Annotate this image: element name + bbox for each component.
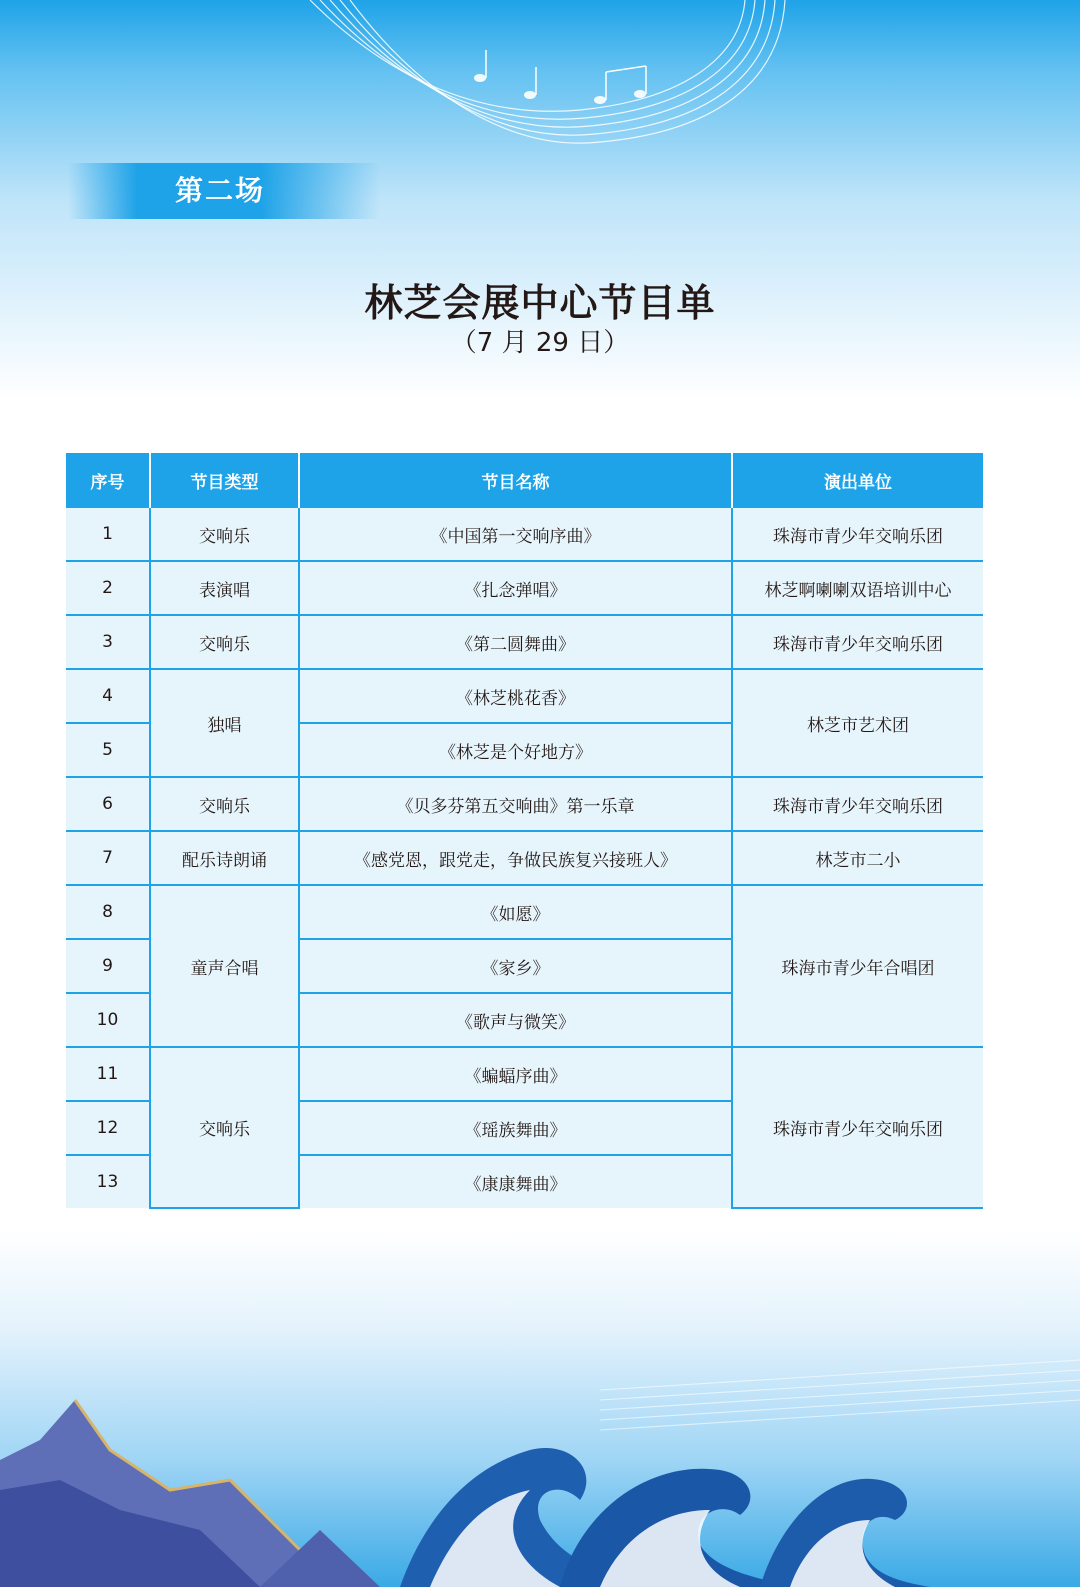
row-name: 《贝多芬第五交响曲》第一乐章	[299, 777, 732, 831]
row-type: 表演唱	[150, 561, 299, 615]
row-type: 独唱	[150, 669, 299, 777]
row-type: 童声合唱	[150, 885, 299, 1047]
row-unit: 珠海市青少年合唱团	[732, 885, 983, 1047]
section-banner	[68, 163, 380, 219]
table-row	[66, 1047, 983, 1101]
row-no: 1	[66, 508, 150, 561]
program-table	[66, 453, 983, 1209]
row-name: 《如愿》	[299, 885, 732, 939]
row-unit: 珠海市青少年交响乐团	[732, 777, 983, 831]
mountain-wave-decoration	[0, 1330, 1080, 1587]
table-header-row	[66, 453, 983, 508]
table-row	[66, 508, 983, 561]
row-name: 《中国第一交响序曲》	[299, 508, 732, 561]
row-no: 9	[66, 939, 150, 993]
row-no: 6	[66, 777, 150, 831]
row-type: 配乐诗朗诵	[150, 831, 299, 885]
row-unit: 林芝市二小	[732, 831, 983, 885]
row-name: 《蝙蝠序曲》	[299, 1047, 732, 1101]
table-row	[66, 669, 983, 723]
row-name: 《家乡》	[299, 939, 732, 993]
row-no: 2	[66, 561, 150, 615]
row-name: 《林芝是个好地方》	[299, 723, 732, 777]
row-no: 13	[66, 1155, 150, 1208]
music-staff-decoration	[0, 0, 1080, 160]
row-name: 《林芝桃花香》	[299, 669, 732, 723]
header-type: 节目类型	[150, 453, 299, 508]
row-no: 8	[66, 885, 150, 939]
row-no: 5	[66, 723, 150, 777]
row-unit: 珠海市青少年交响乐团	[732, 615, 983, 669]
row-type: 交响乐	[150, 777, 299, 831]
row-name: 《感党恩，跟党走，争做民族复兴接班人》	[299, 831, 732, 885]
header-name: 节目名称	[299, 453, 732, 508]
row-name: 《扎念弹唱》	[299, 561, 732, 615]
row-type: 交响乐	[150, 615, 299, 669]
row-name: 《歌声与微笑》	[299, 993, 732, 1047]
page-subtitle: （7 月 29 日）	[450, 328, 630, 358]
row-no: 11	[66, 1047, 150, 1101]
table-row	[66, 561, 983, 615]
header-no: 序号	[66, 453, 150, 508]
row-no: 10	[66, 993, 150, 1047]
row-unit: 珠海市青少年交响乐团	[732, 508, 983, 561]
header-unit: 演出单位	[732, 453, 983, 508]
row-no: 12	[66, 1101, 150, 1155]
row-unit: 林芝市艺术团	[732, 669, 983, 777]
row-name: 《瑶族舞曲》	[299, 1101, 732, 1155]
row-no: 7	[66, 831, 150, 885]
row-type: 交响乐	[150, 508, 299, 561]
row-no: 4	[66, 669, 150, 723]
row-type: 交响乐	[150, 1047, 299, 1208]
table-row	[66, 885, 983, 939]
row-name: 《第二圆舞曲》	[299, 615, 732, 669]
page-title: 林芝会展中心节目单	[364, 281, 716, 325]
section-label: 第二场	[174, 174, 265, 207]
table-row	[66, 615, 983, 669]
row-no: 3	[66, 615, 150, 669]
row-name: 《康康舞曲》	[299, 1155, 732, 1208]
table-row	[66, 777, 983, 831]
table-row	[66, 831, 983, 885]
row-unit: 珠海市青少年交响乐团	[732, 1047, 983, 1208]
row-unit: 林芝啊喇喇双语培训中心	[732, 561, 983, 615]
